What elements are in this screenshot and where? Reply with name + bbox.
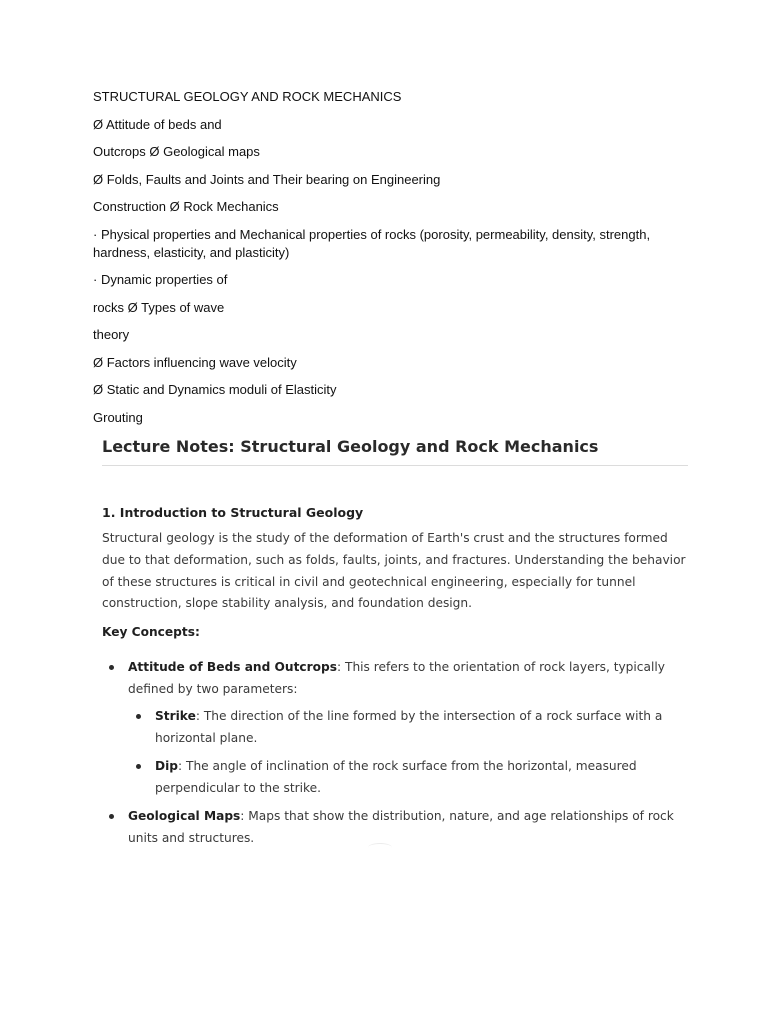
syllabus-line: Outcrops Ø Geological maps xyxy=(93,144,260,159)
syllabus-line: · Dynamic properties of xyxy=(93,272,228,287)
list-item-term: Dip xyxy=(155,759,179,774)
syllabus-text-block xyxy=(93,88,653,436)
image-artifact xyxy=(368,843,392,852)
notes-title: Lecture Notes: Structural Geology and Rock Mechanics xyxy=(102,436,688,466)
syllabus-line: Ø Attitude of beds and xyxy=(93,116,222,132)
sub-list xyxy=(128,705,688,799)
sub-list-item xyxy=(128,705,688,749)
bullet-icon xyxy=(136,764,141,769)
syllabus-line: STRUCTURAL GEOLOGY AND ROCK MECHANICS xyxy=(93,89,402,104)
syllabus-line: Ø Static and Dynamics moduli of Elasticity xyxy=(93,382,337,397)
syllabus-line: · Physical properties and Mechanical properties of rocks (porosity, permeability, density, strength, hardness, elasticity, and plasticity) xyxy=(93,226,651,260)
lecture-notes-block xyxy=(102,436,688,849)
syllabus-line: Construction Ø Rock Mechanics xyxy=(93,199,279,214)
key-concepts-list xyxy=(102,656,688,849)
bullet-icon xyxy=(109,814,114,819)
section-heading: 1. Introduction to Structural Geology xyxy=(102,505,364,520)
syllabus-line: theory xyxy=(93,327,130,342)
list-item xyxy=(102,805,688,849)
key-concepts-label: Key Concepts: xyxy=(102,625,200,640)
list-item-term: Attitude of Beds and Outcrops xyxy=(128,660,338,675)
list-item-term: Geological Maps xyxy=(128,809,241,824)
list-item-text: : Maps that show the distribution, nature, and age relationships of rock units and structures. xyxy=(128,809,674,846)
intro-paragraph: Structural geology is the study of the deformation of Earth's crust and the structures formed due to that deformation, such as folds, faults, joints, and fractures. Understanding the behavior of these structures is critical in civil and geotechnical engineering, especially for tunnel construction, slope stability analysis, and foundation design. xyxy=(102,531,686,611)
sub-list-item xyxy=(128,755,688,799)
syllabus-line: Ø Folds, Faults and Joints and Their bearing on Engineering xyxy=(93,171,441,187)
syllabus-line: Grouting xyxy=(93,409,143,425)
list-item-text: : This refers to the orientation of rock layers, typically defined by two parameters: xyxy=(128,660,665,697)
bullet-icon xyxy=(136,714,141,719)
list-item xyxy=(102,656,688,799)
syllabus-line: Ø Factors influencing wave velocity xyxy=(93,354,297,370)
list-item-text: : The direction of the line formed by the intersection of a rock surface with a horizontal plane. xyxy=(155,709,663,746)
syllabus-line: rocks Ø Types of wave xyxy=(93,299,225,315)
list-item-text: : The angle of inclination of the rock surface from the horizontal, measured perpendicular to the strike. xyxy=(155,759,637,796)
bullet-icon xyxy=(109,665,114,670)
list-item-term: Strike xyxy=(155,709,196,724)
